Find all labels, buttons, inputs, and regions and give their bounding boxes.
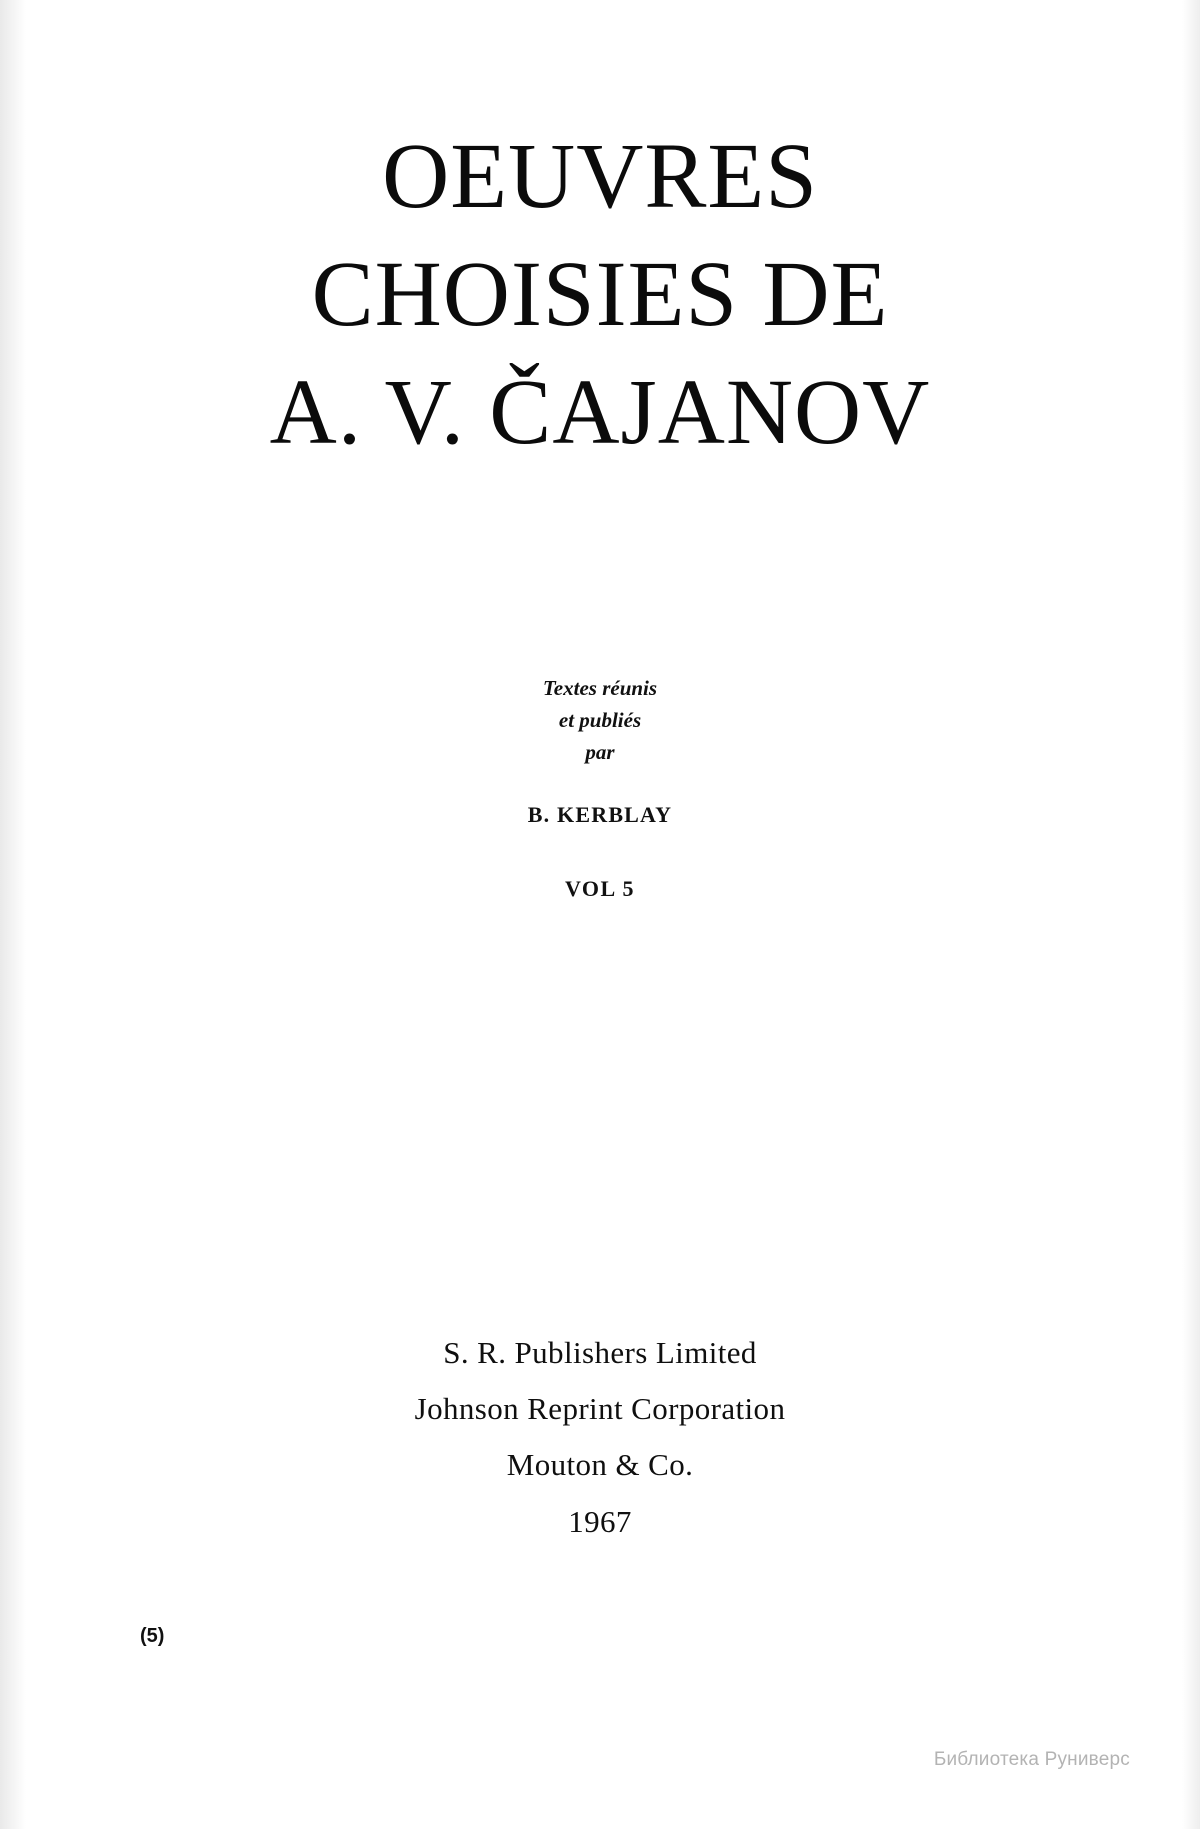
editor-line-3: par xyxy=(585,740,615,764)
title-line-2: CHOISIES DE xyxy=(311,243,889,346)
page-number-marker: (5) xyxy=(140,1625,165,1647)
editor-line-2: et publiés xyxy=(558,708,642,732)
editor-line-1: Textes réunis xyxy=(542,676,658,700)
page-title xyxy=(0,118,1200,472)
volume-label: VOL 5 xyxy=(564,876,636,901)
publisher-line-3: Mouton & Co. xyxy=(506,1447,694,1482)
publisher-line-2: Johnson Reprint Corporation xyxy=(414,1391,786,1426)
editor-name: B. KERBLAY xyxy=(527,802,673,827)
publisher-line-1: S. R. Publishers Limited xyxy=(443,1335,757,1370)
title-line-1: OEUVRES xyxy=(382,125,818,228)
library-watermark: Библиотека Руниверс xyxy=(933,1749,1130,1770)
publication-year: 1967 xyxy=(568,1504,632,1539)
editor-statement xyxy=(0,672,1200,902)
publisher-imprint xyxy=(0,1325,1200,1551)
title-line-3: A. V. ČAJANOV xyxy=(269,361,931,464)
